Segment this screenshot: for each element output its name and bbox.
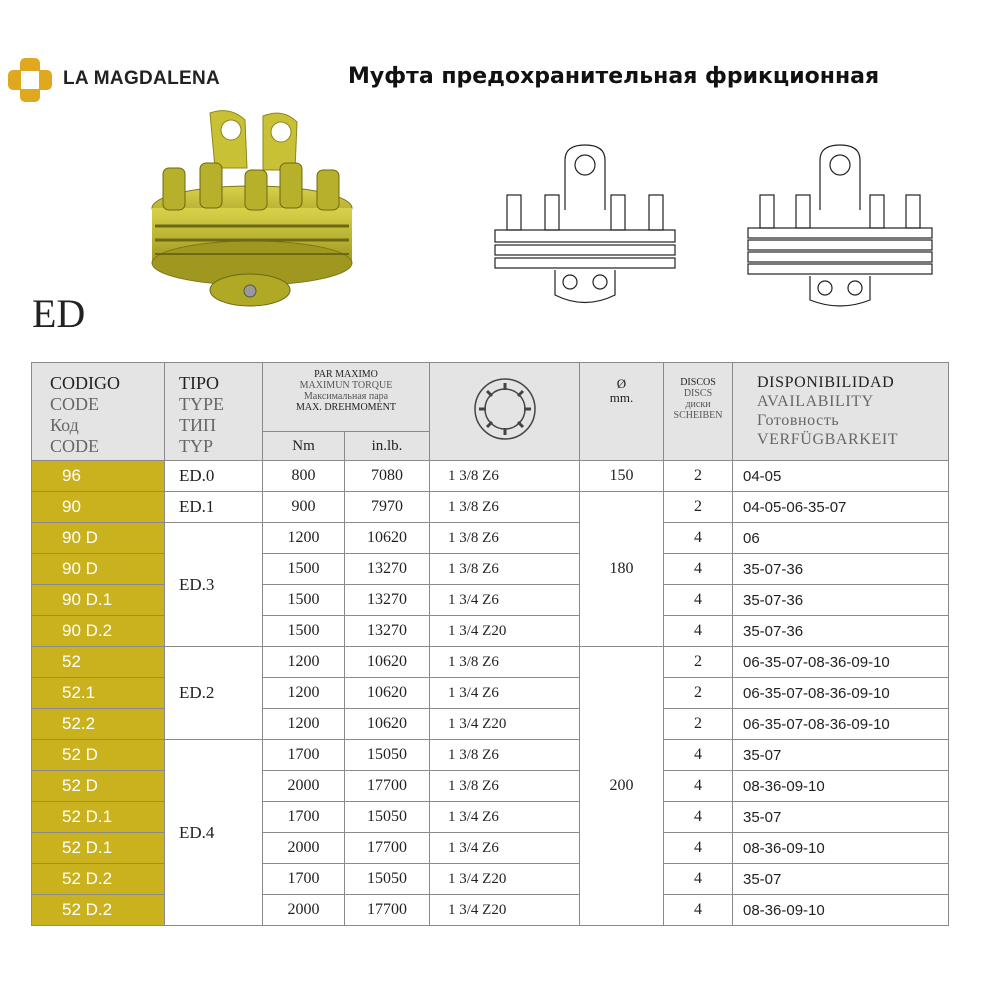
discs-cell: 2 xyxy=(664,492,733,523)
page-title: Муфта предохранительная фрикционная xyxy=(348,64,880,89)
type-cell: ED.1 xyxy=(165,492,263,523)
inlb-cell: 17700 xyxy=(345,833,430,864)
table-row xyxy=(32,492,949,523)
spline-cell: 1 3/8 Z6 xyxy=(430,492,580,523)
code-cell: 52 D.2 xyxy=(32,864,165,895)
table-row xyxy=(32,523,949,554)
availability-cell: 06-35-07-08-36-09-10 xyxy=(733,678,949,709)
code-cell: 90 D xyxy=(32,523,165,554)
nm-cell: 1200 xyxy=(263,647,345,678)
discs-cell: 4 xyxy=(664,616,733,647)
inlb-cell: 13270 xyxy=(345,554,430,585)
clutch-technical-drawing-front xyxy=(485,140,685,315)
availability-cell: 08-36-09-10 xyxy=(733,895,949,926)
discs-cell: 4 xyxy=(664,802,733,833)
header-max-torque: PAR MAXIMO MAXIMUN TORQUE Максимальная пара MAX. DREHMOMENT xyxy=(263,363,430,432)
diameter-cell: 150 xyxy=(580,461,664,492)
spline-cell: 1 3/4 Z6 xyxy=(430,833,580,864)
type-cell: ED.0 xyxy=(165,461,263,492)
code-cell: 52 D.1 xyxy=(32,802,165,833)
availability-cell: 35-07-36 xyxy=(733,616,949,647)
nm-cell: 1500 xyxy=(263,616,345,647)
discs-cell: 2 xyxy=(664,678,733,709)
code-cell: 52 D.1 xyxy=(32,833,165,864)
availability-cell: 35-07-36 xyxy=(733,554,949,585)
availability-cell: 35-07-36 xyxy=(733,585,949,616)
nm-cell: 800 xyxy=(263,461,345,492)
availability-cell: 06 xyxy=(733,523,949,554)
diameter-cell: 200 xyxy=(580,647,664,926)
table-row xyxy=(32,461,949,492)
inlb-cell: 15050 xyxy=(345,864,430,895)
header-nm: Nm xyxy=(263,432,345,461)
inlb-cell: 17700 xyxy=(345,771,430,802)
availability-cell: 04-05-06-35-07 xyxy=(733,492,949,523)
inlb-cell: 10620 xyxy=(345,523,430,554)
nm-cell: 2000 xyxy=(263,771,345,802)
table-row xyxy=(32,647,949,678)
discs-cell: 4 xyxy=(664,585,733,616)
availability-cell: 06-35-07-08-36-09-10 xyxy=(733,709,949,740)
code-cell: 52 xyxy=(32,647,165,678)
type-cell: ED.3 xyxy=(165,523,263,647)
inlb-cell: 13270 xyxy=(345,616,430,647)
nm-cell: 1200 xyxy=(263,523,345,554)
header-availability: DISPONIBILIDAD AVAILABILITY Готовность VERFÜGBARKEIT xyxy=(733,363,949,461)
discs-cell: 4 xyxy=(664,740,733,771)
nm-cell: 1200 xyxy=(263,678,345,709)
discs-cell: 4 xyxy=(664,554,733,585)
availability-cell: 35-07 xyxy=(733,864,949,895)
code-cell: 90 D.1 xyxy=(32,585,165,616)
discs-cell: 2 xyxy=(664,709,733,740)
clutch-technical-drawing-side xyxy=(740,140,940,315)
discs-cell: 2 xyxy=(664,461,733,492)
availability-cell: 08-36-09-10 xyxy=(733,771,949,802)
spline-cell: 1 3/4 Z6 xyxy=(430,678,580,709)
spline-cell: 1 3/4 Z20 xyxy=(430,864,580,895)
code-cell: 52.1 xyxy=(32,678,165,709)
spline-cell: 1 3/8 Z6 xyxy=(430,523,580,554)
spline-cell: 1 3/4 Z20 xyxy=(430,895,580,926)
nm-cell: 1500 xyxy=(263,554,345,585)
nm-cell: 1700 xyxy=(263,864,345,895)
inlb-cell: 7970 xyxy=(345,492,430,523)
header-inlb: in.lb. xyxy=(345,432,430,461)
spline-cell: 1 3/4 Z20 xyxy=(430,616,580,647)
discs-cell: 4 xyxy=(664,833,733,864)
nm-cell: 900 xyxy=(263,492,345,523)
friction-clutch-photo xyxy=(145,108,360,313)
availability-cell: 04-05 xyxy=(733,461,949,492)
inlb-cell: 15050 xyxy=(345,802,430,833)
header-diameter: Ø mm. xyxy=(580,363,664,461)
spline-cell: 1 3/8 Z6 xyxy=(430,740,580,771)
code-cell: 96 xyxy=(32,461,165,492)
availability-cell: 35-07 xyxy=(733,802,949,833)
header-spline xyxy=(430,363,580,461)
code-cell: 52 D xyxy=(32,771,165,802)
la-magdalena-logo-icon xyxy=(8,58,52,102)
nm-cell: 1500 xyxy=(263,585,345,616)
availability-cell: 35-07 xyxy=(733,740,949,771)
code-cell: 90 D.2 xyxy=(32,616,165,647)
availability-cell: 08-36-09-10 xyxy=(733,833,949,864)
diameter-cell: 180 xyxy=(580,492,664,647)
inlb-cell: 10620 xyxy=(345,678,430,709)
discs-cell: 2 xyxy=(664,647,733,678)
code-cell: 90 xyxy=(32,492,165,523)
nm-cell: 1700 xyxy=(263,802,345,833)
nm-cell: 1200 xyxy=(263,709,345,740)
discs-cell: 4 xyxy=(664,895,733,926)
code-cell: 52.2 xyxy=(32,709,165,740)
spline-cell: 1 3/4 Z6 xyxy=(430,585,580,616)
availability-cell: 06-35-07-08-36-09-10 xyxy=(733,647,949,678)
discs-cell: 4 xyxy=(664,864,733,895)
brand-name: LA MAGDALENA xyxy=(63,68,220,89)
code-cell: 90 D xyxy=(32,554,165,585)
spline-cell: 1 3/8 Z6 xyxy=(430,647,580,678)
inlb-cell: 7080 xyxy=(345,461,430,492)
specification-table xyxy=(31,362,949,926)
spline-cell: 1 3/8 Z6 xyxy=(430,554,580,585)
type-cell: ED.4 xyxy=(165,740,263,926)
header-discs: DISCOS DISCS диски SCHEIBEN xyxy=(664,363,733,461)
spline-profile-icon xyxy=(469,373,541,445)
header-code: CODIGO CODE Код CODE xyxy=(32,363,165,461)
nm-cell: 2000 xyxy=(263,833,345,864)
spline-cell: 1 3/4 Z6 xyxy=(430,802,580,833)
inlb-cell: 15050 xyxy=(345,740,430,771)
header-tipo: TIPO TYPE ТИП TYP xyxy=(165,363,263,461)
code-cell: 52 D xyxy=(32,740,165,771)
spline-cell: 1 3/8 Z6 xyxy=(430,771,580,802)
inlb-cell: 10620 xyxy=(345,709,430,740)
code-cell: 52 D.2 xyxy=(32,895,165,926)
nm-cell: 2000 xyxy=(263,895,345,926)
spline-cell: 1 3/4 Z20 xyxy=(430,709,580,740)
inlb-cell: 10620 xyxy=(345,647,430,678)
discs-cell: 4 xyxy=(664,771,733,802)
inlb-cell: 17700 xyxy=(345,895,430,926)
discs-cell: 4 xyxy=(664,523,733,554)
table-row xyxy=(32,740,949,771)
inlb-cell: 13270 xyxy=(345,585,430,616)
series-label: ED xyxy=(32,291,86,336)
type-cell: ED.2 xyxy=(165,647,263,740)
spline-cell: 1 3/8 Z6 xyxy=(430,461,580,492)
nm-cell: 1700 xyxy=(263,740,345,771)
